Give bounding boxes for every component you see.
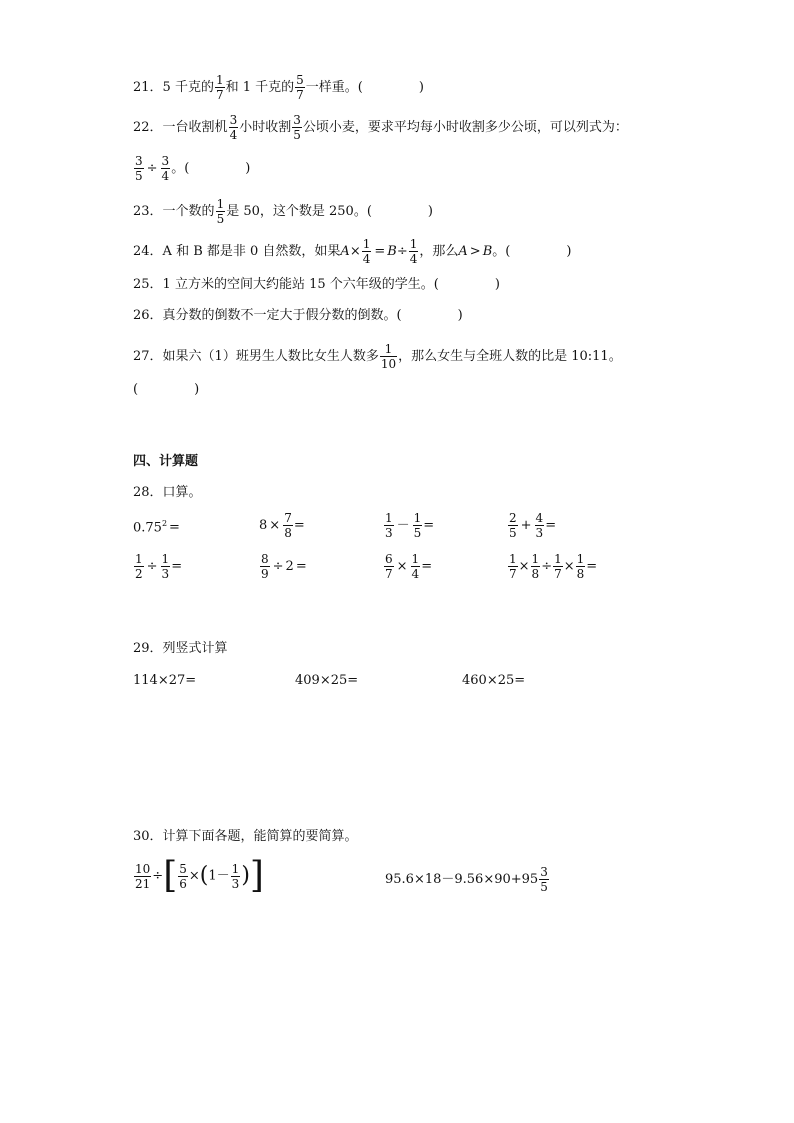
question-number: 22．: [133, 120, 163, 135]
fraction: $\frac{1}{7}$: [215, 73, 224, 102]
fraction: $\frac{3}{4}$: [161, 154, 170, 183]
oral-calc-f: $\frac{8}{9}$ ÷ 2 =: [261, 552, 307, 581]
oral-calc-c: $\frac{1}{3}$ － $\frac{1}{5}$ =: [385, 511, 435, 540]
question-22-cont: $\frac{3}{5}$ ÷ $\frac{3}{4}$ 。( ): [135, 154, 251, 183]
oral-calc-e: $\frac{1}{2}$ ÷ $\frac{1}{3}$ =: [135, 552, 183, 581]
vertical-calc-2: 409×25=: [295, 673, 359, 688]
fraction: $\frac{1}{4}$: [362, 237, 371, 266]
oral-calc-a: $0.75^2$ =: [133, 519, 180, 536]
question-number: 29．: [133, 641, 163, 656]
question-28: 28．口算。: [133, 485, 202, 500]
question-26: 26．真分数的倒数不一定大于假分数的倒数。( ): [133, 308, 463, 323]
oral-calc-d: $\frac{2}{5}$ + $\frac{4}{3}$ =: [509, 511, 557, 540]
simplify-expr-2: 95.6×18－9.56×90+95 $\frac{3}{5}$: [385, 865, 548, 894]
fraction: $\frac{5}{7}$: [296, 73, 304, 102]
question-27: 27．如果六（1）班男生人数比女生人数多 $\frac{1}{10}$ ，那么女生与全班人数的比是 10:11。: [133, 342, 622, 371]
section-title: 四、计算题: [133, 454, 199, 469]
question-27-answer: ( ): [133, 382, 200, 397]
oral-calc-g: $\frac{6}{7}$ × $\frac{1}{4}$ =: [385, 552, 433, 581]
fraction: $\frac{1}{5}$: [216, 197, 225, 226]
question-number: 26．: [133, 308, 163, 323]
question-25: 25．1 立方米的空间大约能站 15 个六年级的学生。( ): [133, 277, 500, 292]
question-number: 23．: [133, 204, 163, 219]
question-number: 27．: [133, 349, 163, 364]
question-number: 24．: [133, 244, 163, 259]
question-number: 21．: [133, 80, 163, 95]
fraction: $\frac{1}{4}$: [409, 237, 418, 266]
vertical-calc-3: 460×25=: [462, 673, 526, 688]
simplify-expr-1: $\frac{10}{21}$ ÷[ $\frac{5}{6}$ ×(1－ $\frac{1}{3}$ )]: [135, 855, 264, 896]
question-23: 23．一个数的 $\frac{1}{5}$ 是 50，这个数是 250。( ): [133, 197, 433, 226]
vertical-calc-1: 114×27=: [133, 673, 197, 688]
oral-calc-h: $\frac{1}{7}$ × $\frac{1}{8}$ ÷ $\frac{1}{7}$ × $\frac{1}{8}$ =: [509, 552, 598, 581]
oral-calc-b: 8 × $\frac{7}{8}$ =: [259, 511, 305, 540]
question-number: 25．: [133, 277, 163, 292]
question-30: 30．计算下面各题，能简算的要简算。: [133, 829, 358, 844]
question-number: 30．: [133, 829, 163, 844]
question-29: 29．列竖式计算: [133, 641, 228, 656]
question-number: 28．: [133, 485, 163, 500]
fraction: $\frac{3}{5}$: [135, 154, 143, 183]
question-22: 22．一台收割机 $\frac{3}{4}$ 小时收割 $\frac{3}{5}$ 公顷小麦，要求平均每小时收割多少公顷，可以列式为：: [133, 113, 628, 142]
question-24: 24．A 和 B 都是非 0 自然数，如果A× $\frac{1}{4}$ = B÷ $\frac{1}{4}$ ，那么A > B。( ): [133, 237, 572, 266]
fraction: $\frac{3}{4}$: [229, 113, 238, 142]
fraction: $\frac{1}{10}$: [380, 342, 397, 371]
question-21: 21．5 千克的 $\frac{1}{7}$ 和 1 千克的 $\frac{5}{7}$ 一样重。( ): [133, 73, 424, 102]
fraction: $\frac{3}{5}$: [293, 113, 301, 142]
